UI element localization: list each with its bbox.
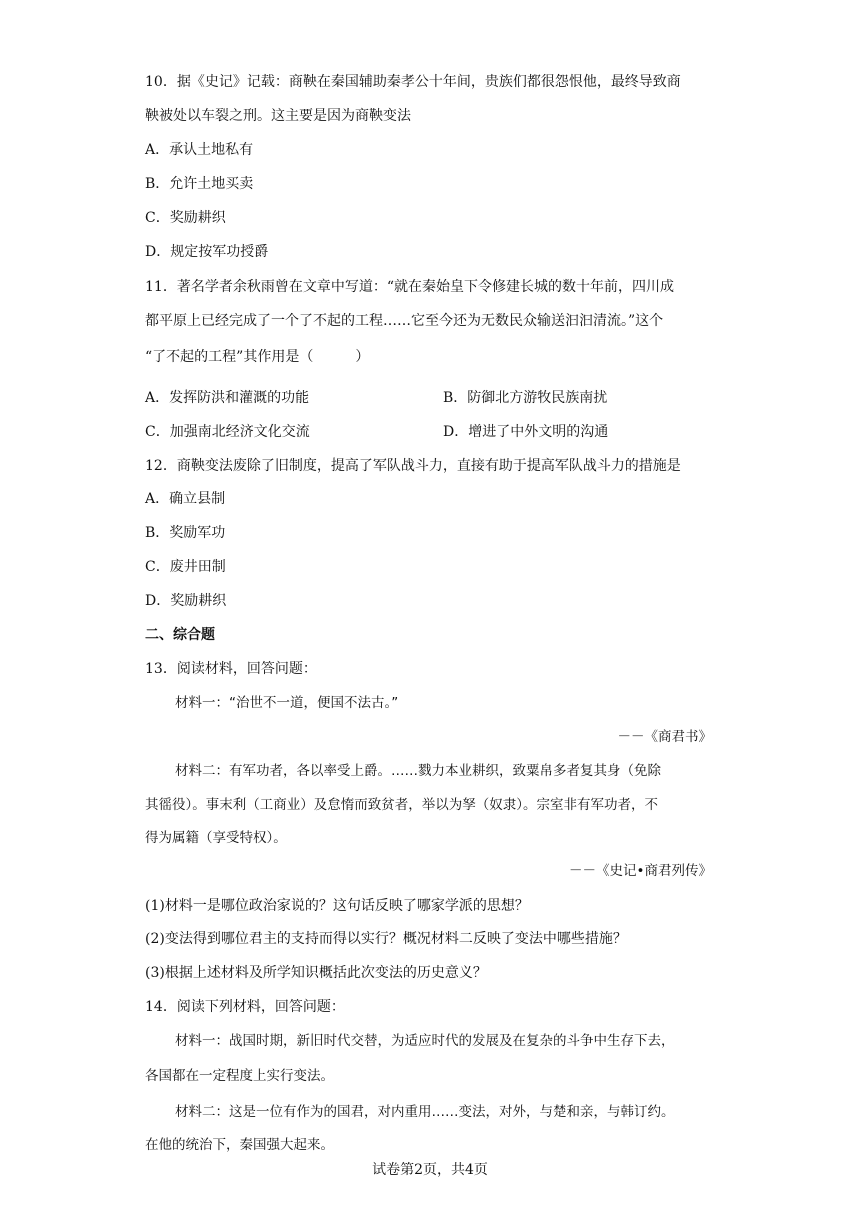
q14-material-2-line2: 在他的统治下，秦国强大起来。 (145, 1137, 334, 1153)
q10-stem-line2: 鞅被处以车裂之刑。这主要是因为商鞅变法 (145, 108, 411, 124)
q10-stem-line1: 10．据《史记》记载：商鞅在秦国辅助秦孝公十年间，贵族们都很怨恨他，最终导致商 (145, 74, 681, 90)
q11-stem-line2: 都平原上已经完成了一个了不起的工程……它至今还为无数民众输送汩汩清流。”这个 (145, 313, 664, 329)
q11-option-d: D．增进了中外文明的沟通 (443, 424, 609, 440)
q13-subquestion-3: (3)根据上述材料及所学知识概括此次变法的历史意义？ (145, 965, 487, 981)
q12-option-a: A．确立县制 (145, 491, 226, 507)
q13-subquestion-2: (2)变法得到哪位君主的支持而得以实行？概况材料二反映了变法中哪些措施？ (145, 931, 627, 947)
q11-stem-line1: 11．著名学者余秋雨曾在文章中写道：“就在秦始皇下令修建长城的数十年前，四川成 (145, 279, 674, 295)
page-footer: 试卷第2页，共4页 (372, 1162, 488, 1178)
q13-subquestion-1: (1)材料一是哪位政治家说的？这句话反映了哪家学派的思想？ (145, 898, 529, 914)
q13-material-2-line3: 得为属籍（享受特权）。 (145, 830, 287, 846)
q10-option-a: A．承认土地私有 (145, 142, 254, 158)
q13-material-2-source: －－《史记•商君列传》 (569, 863, 712, 879)
q13-material-1-source: －－《商君书》 (617, 729, 712, 745)
q11-option-c: C．加强南北经济文化交流 (145, 424, 310, 440)
q12-option-c: C．废井田制 (145, 559, 226, 575)
q14-stem: 14．阅读下列材料，回答问题： (145, 999, 345, 1015)
q13-material-1: 材料一：“治世不一道，便国不法古。” (175, 695, 399, 711)
q12-option-b: B．奖励军功 (145, 525, 226, 541)
section-title: 二、综合题 (145, 627, 215, 643)
q14-material-1-line2: 各国都在一定程度上实行变法。 (145, 1068, 334, 1084)
q10-option-c: C．奖励耕织 (145, 210, 226, 226)
q10-option-b: B．允许土地买卖 (145, 176, 254, 192)
q11-stem-line3: “了不起的工程”其作用是（ ） (145, 349, 370, 365)
q12-option-d: D．奖励耕织 (145, 593, 227, 609)
q10-option-d: D．规定按军功授爵 (145, 244, 269, 260)
q14-material-1-line1: 材料一：战国时期，新旧时代交替，为适应时代的发展及在复杂的斗争中生存下去， (175, 1033, 675, 1049)
q13-material-2-line2: 其徭役）。事末利（工商业）及怠惰而致贫者，举以为孥（奴隶）。宗室非有军功者，不 (145, 797, 658, 813)
q11-option-a: A．发挥防洪和灌溉的功能 (145, 390, 310, 406)
q13-stem: 13．阅读材料，回答问题： (145, 661, 317, 677)
q12-stem: 12．商鞅变法废除了旧制度，提高了军队战斗力，直接有助于提高军队战斗力的措施是 (145, 458, 681, 474)
q14-material-2-line1: 材料二：这是一位有作为的国君，对内重用……变法，对外，与楚和亲，与韩订约。 (175, 1104, 675, 1120)
q13-material-2-line1: 材料二：有军功者，各以率受上爵。……戮力本业耕织，致粟帛多者复其身（免除 (175, 763, 661, 779)
q11-option-b: B．防御北方游牧民族南扰 (443, 390, 608, 406)
